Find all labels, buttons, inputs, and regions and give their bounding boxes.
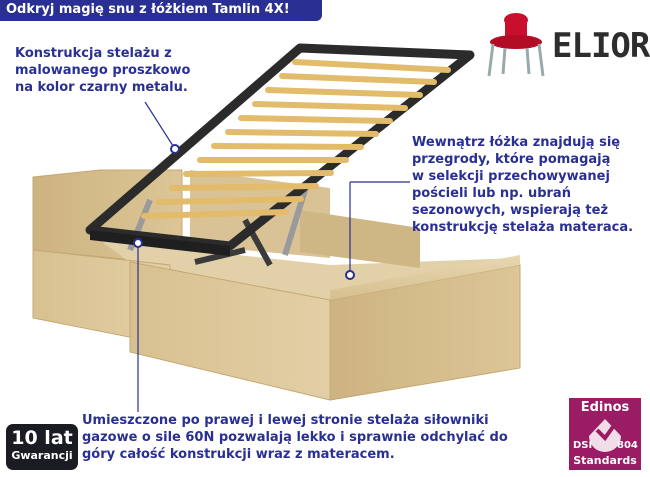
red-chair-icon [485,12,547,78]
callout-line: w selekcji przechowywanej [412,169,610,184]
warranty-label: Gwarancji [11,449,73,462]
callout-line: malowanego proszkowo [15,63,191,78]
warranty-value: 10 lat [11,427,73,449]
certificate-name: Edinos [580,400,630,415]
callout-storage [412,134,633,236]
header-title: Odkryj magię snu z łóżkiem Tamlin 4X! [6,2,290,17]
callout-dot-storage [346,271,354,279]
callout-dot-frame [171,145,179,153]
brand-name: ELIOR [552,26,650,66]
callout-dot-gas [134,239,142,247]
callout-line: sezonowych, wspierają też [412,203,609,218]
callout-frame [15,45,190,96]
header-banner [0,0,322,21]
callout-line: pościeli lub np. ubrań [412,186,571,201]
callout-line: Konstrukcja stelażu z [15,46,172,61]
callout-line: góry całość konstrukcji wraz z materacem. [82,447,395,462]
certificate-mark-icon [569,416,641,452]
callout-line: konstrukcję stelaża materaca. [412,220,634,235]
certificate-mark-right: 804 [617,440,638,451]
callout-line: przegrody, które pomagają [412,152,611,167]
callout-line: Umieszczone po prawej i lewej stronie stelaża siłowniki [82,413,489,428]
certificate-mark-left: DSI [573,440,593,451]
callout-gas [82,412,508,463]
callout-line: Wewnątrz łóżka znajdują się [412,135,621,150]
certificate-label: Standards [573,454,637,467]
callout-line: gazowe o sile 60N pozwalają lekko i sprawnie odchylać do [82,430,508,445]
warranty-badge [6,424,78,470]
storage-divider [300,210,420,268]
callout-line: na kolor czarny metalu. [15,80,188,95]
callout-line-frame [145,102,175,149]
certificate-badge [569,398,641,470]
